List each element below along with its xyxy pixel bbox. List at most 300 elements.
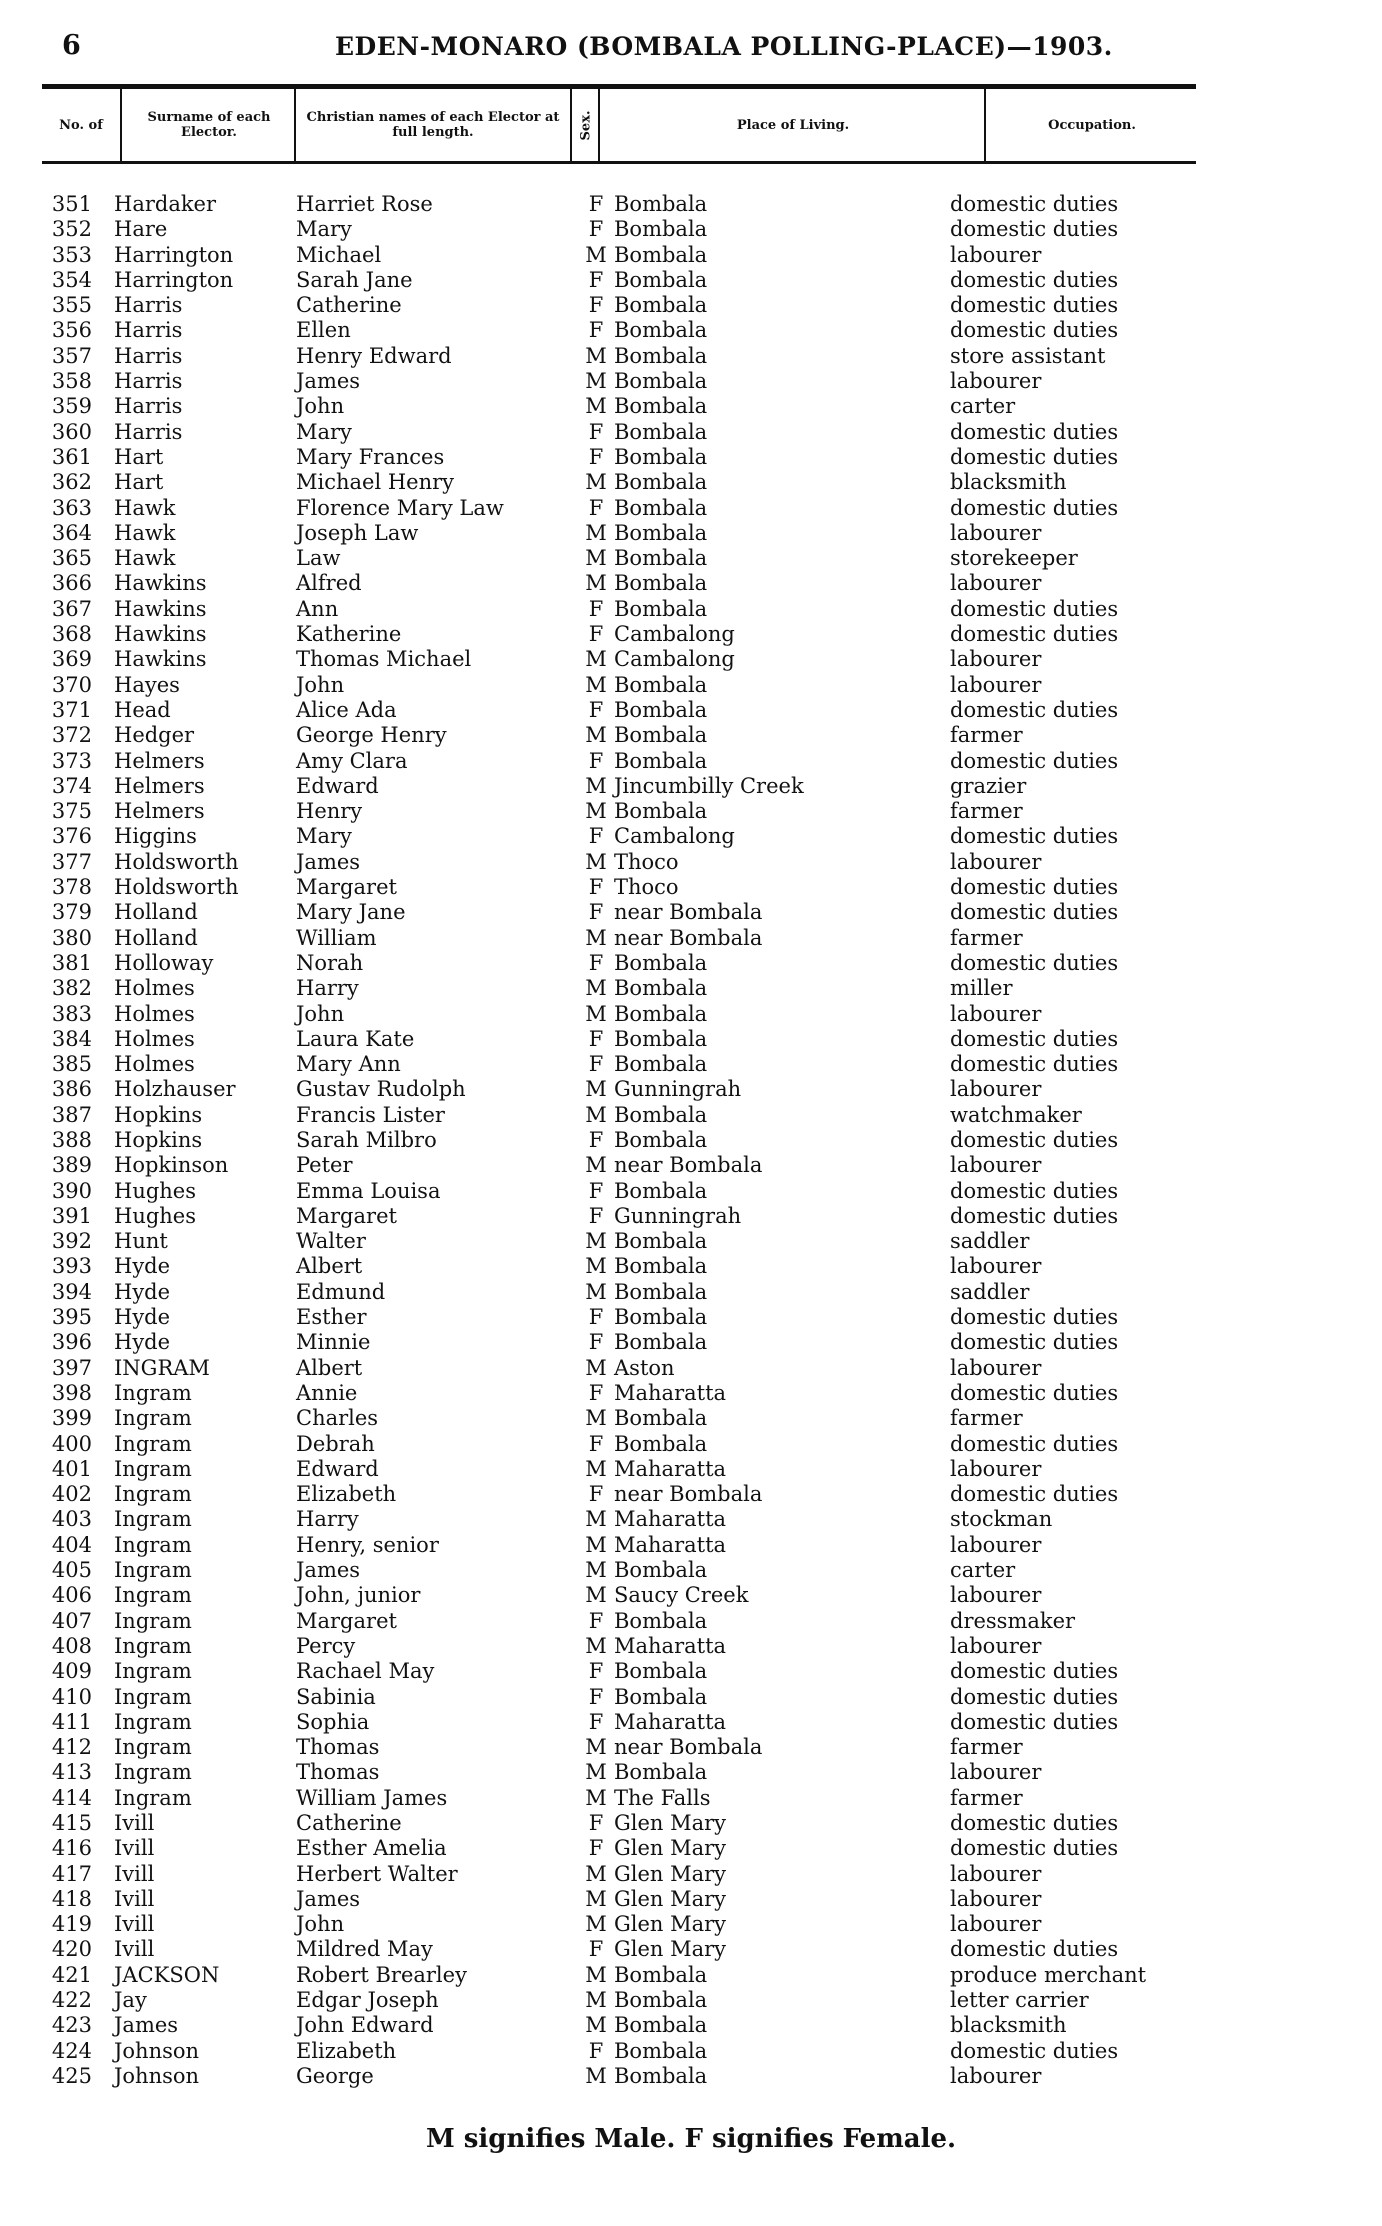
elector-surname: Hopkins <box>114 1127 203 1152</box>
elector-place-of-living: Bombala <box>614 723 708 748</box>
elector-christian-names: Esther <box>296 1305 367 1330</box>
elector-sex: M <box>585 470 607 495</box>
elector-sex: M <box>585 799 607 824</box>
elector-sex: M <box>585 571 607 596</box>
elector-number: 354 <box>51 267 92 292</box>
elector-number: 404 <box>51 1532 92 1557</box>
elector-occupation: labourer <box>950 1912 1042 1937</box>
elector-place-of-living: Bombala <box>614 419 708 444</box>
elector-sex: M <box>585 1760 607 1785</box>
elector-place-of-living: Maharatta <box>614 1532 727 1557</box>
elector-occupation: domestic duties <box>950 1684 1119 1709</box>
elector-occupation: farmer <box>950 723 1023 748</box>
elector-occupation: carter <box>950 1558 1016 1583</box>
elector-number: 396 <box>51 1330 92 1355</box>
table-row <box>0 1963 1382 1988</box>
elector-occupation: farmer <box>950 1735 1023 1760</box>
elector-sex: M <box>585 1229 607 1254</box>
elector-surname: Hyde <box>114 1254 171 1279</box>
elector-place-of-living: Bombala <box>614 1330 708 1355</box>
elector-surname: Harrington <box>114 267 234 292</box>
elector-number: 390 <box>51 1178 92 1203</box>
elector-christian-names: Thomas <box>296 1735 380 1760</box>
elector-occupation: domestic duties <box>950 1052 1119 1077</box>
elector-sex: F <box>588 1709 604 1734</box>
elector-number: 386 <box>51 1077 92 1102</box>
elector-surname: Ingram <box>114 1735 192 1760</box>
elector-number: 424 <box>51 2038 92 2063</box>
elector-occupation: domestic duties <box>950 217 1119 242</box>
elector-occupation: domestic duties <box>950 824 1119 849</box>
elector-number: 393 <box>51 1254 92 1279</box>
table-row <box>0 824 1382 849</box>
elector-sex: M <box>585 1988 607 2013</box>
table-row <box>0 1002 1382 1027</box>
elector-surname: Hawkins <box>114 571 207 596</box>
elector-sex: F <box>588 1127 604 1152</box>
elector-christian-names: Sabinia <box>296 1684 376 1709</box>
table-row <box>0 951 1382 976</box>
elector-surname: Helmers <box>114 773 205 798</box>
elector-surname: Holdsworth <box>114 875 239 900</box>
elector-number: 374 <box>51 773 92 798</box>
elector-occupation: farmer <box>950 1785 1023 1810</box>
elector-place-of-living: Bombala <box>614 596 708 621</box>
elector-sex: F <box>588 444 604 469</box>
elector-surname: Harris <box>114 293 183 318</box>
elector-place-of-living: Thoco <box>614 849 679 874</box>
elector-occupation: domestic duties <box>950 596 1119 621</box>
elector-number: 381 <box>51 950 92 975</box>
elector-sex: F <box>588 697 604 722</box>
elector-surname: Hawk <box>114 520 176 545</box>
table-row <box>0 1305 1382 1330</box>
elector-christian-names: Henry, senior <box>296 1532 439 1557</box>
elector-christian-names: Esther Amelia <box>296 1836 447 1861</box>
elector-occupation: labourer <box>950 1633 1042 1658</box>
elector-christian-names: Amy Clara <box>296 748 408 773</box>
elector-occupation: domestic duties <box>950 1811 1119 1835</box>
elector-christian-names: John <box>296 672 345 697</box>
elector-christian-names: Annie <box>296 1380 358 1405</box>
elector-sex: M <box>585 1102 607 1127</box>
elector-place-of-living: Cambalong <box>614 622 735 647</box>
table-row <box>0 1760 1382 1785</box>
elector-occupation: domestic duties <box>950 293 1119 318</box>
elector-christian-names: Gustav Rudolph <box>296 1077 466 1102</box>
elector-occupation: domestic duties <box>950 1937 1119 1962</box>
table-row <box>0 926 1382 951</box>
table-row <box>0 1507 1382 1532</box>
elector-occupation: domestic duties <box>950 1178 1119 1203</box>
elector-number: 419 <box>51 1912 92 1937</box>
elector-christian-names: Laura Kate <box>296 1026 415 1051</box>
table-row <box>0 850 1382 875</box>
elector-surname: Harris <box>114 369 183 394</box>
elector-number: 380 <box>51 925 92 950</box>
elector-christian-names: Harriet Rose <box>296 192 433 216</box>
elector-sex: F <box>588 2038 604 2063</box>
elector-christian-names: John <box>296 1912 345 1937</box>
elector-place-of-living: Glen Mary <box>614 1861 727 1886</box>
elector-christian-names: James <box>296 1558 361 1583</box>
elector-number: 417 <box>51 1861 92 1886</box>
elector-christian-names: Catherine <box>296 293 402 318</box>
elector-surname: Johnson <box>114 2038 200 2063</box>
elector-place-of-living: Bombala <box>614 1001 708 1026</box>
elector-number: 405 <box>51 1558 92 1583</box>
table-row <box>0 1583 1382 1608</box>
elector-surname: Jay <box>114 1988 147 2013</box>
table-row <box>0 673 1382 698</box>
table-row <box>0 344 1382 369</box>
elector-christian-names: Thomas Michael <box>296 647 472 672</box>
elector-surname: Ingram <box>114 1709 192 1734</box>
elector-sex: F <box>588 824 604 849</box>
elector-christian-names: Margaret <box>296 1608 397 1633</box>
elector-occupation: domestic duties <box>950 697 1119 722</box>
elector-surname: Hawk <box>114 495 176 520</box>
elector-place-of-living: Bombala <box>614 1229 708 1254</box>
table-row <box>0 2039 1382 2064</box>
elector-number: 373 <box>51 748 92 773</box>
elector-number: 365 <box>51 546 92 571</box>
elector-occupation: domestic duties <box>950 1659 1119 1684</box>
table-row <box>0 1988 1382 2013</box>
elector-place-of-living: Bombala <box>614 369 708 394</box>
table-row <box>0 976 1382 1001</box>
elector-surname: Ingram <box>114 1760 192 1785</box>
elector-occupation: labourer <box>950 647 1042 672</box>
elector-surname: Hyde <box>114 1305 171 1330</box>
elector-occupation: labourer <box>950 242 1042 267</box>
elector-christian-names: Edward <box>296 773 379 798</box>
elector-surname: Ingram <box>114 1507 192 1532</box>
elector-occupation: domestic duties <box>950 1305 1119 1330</box>
elector-place-of-living: Jincumbilly Creek <box>614 773 804 798</box>
elector-christian-names: Sophia <box>296 1709 370 1734</box>
table-row <box>0 1862 1382 1887</box>
elector-sex: F <box>588 1659 604 1684</box>
elector-place-of-living: The Falls <box>614 1785 711 1810</box>
table-row <box>0 1204 1382 1229</box>
elector-surname: Hopkins <box>114 1102 203 1127</box>
elector-place-of-living: Bombala <box>614 1052 708 1077</box>
table-row <box>0 571 1382 596</box>
elector-occupation: farmer <box>950 925 1023 950</box>
header-sex-label: Sex. <box>578 110 594 140</box>
elector-place-of-living: Glen Mary <box>614 1811 727 1835</box>
elector-sex: M <box>585 1633 607 1658</box>
elector-occupation: domestic duties <box>950 192 1119 216</box>
elector-surname: Ingram <box>114 1558 192 1583</box>
elector-number: 397 <box>51 1355 92 1380</box>
elector-surname: Ingram <box>114 1482 192 1507</box>
elector-place-of-living: Cambalong <box>614 824 735 849</box>
elector-christian-names: John, junior <box>296 1583 421 1608</box>
elector-number: 377 <box>51 849 92 874</box>
table-row <box>0 698 1382 723</box>
elector-occupation: storekeeper <box>950 546 1078 571</box>
elector-surname: Hedger <box>114 723 195 748</box>
elector-christian-names: Henry Edward <box>296 343 452 368</box>
elector-surname: JACKSON <box>114 1962 220 1987</box>
elector-occupation: labourer <box>950 1760 1042 1785</box>
elector-surname: Holdsworth <box>114 849 239 874</box>
elector-christian-names: John <box>296 394 345 419</box>
table-row <box>0 521 1382 546</box>
elector-occupation: domestic duties <box>950 1709 1119 1734</box>
elector-place-of-living: Bombala <box>614 242 708 267</box>
elector-occupation: watchmaker <box>950 1102 1082 1127</box>
elector-christian-names: Francis Lister <box>296 1102 445 1127</box>
elector-christian-names: Albert <box>296 1355 363 1380</box>
elector-sex: M <box>585 2013 607 2038</box>
elector-place-of-living: Glen Mary <box>614 1912 727 1937</box>
elector-sex: F <box>588 1305 604 1330</box>
elector-occupation: dressmaker <box>950 1608 1076 1633</box>
elector-place-of-living: Maharatta <box>614 1380 727 1405</box>
elector-surname: James <box>114 2013 179 2038</box>
table-row <box>0 1786 1382 1811</box>
elector-sex: F <box>588 900 604 925</box>
elector-place-of-living: Bombala <box>614 748 708 773</box>
elector-surname: Ivill <box>114 1836 155 1861</box>
table-row <box>0 1330 1382 1355</box>
table-row <box>0 1027 1382 1052</box>
elector-occupation: domestic duties <box>950 875 1119 900</box>
elector-occupation: domestic duties <box>950 748 1119 773</box>
elector-occupation: domestic duties <box>950 950 1119 975</box>
elector-surname: Hayes <box>114 672 180 697</box>
elector-surname: Hardaker <box>114 192 217 216</box>
table-row <box>0 1533 1382 1558</box>
elector-place-of-living: Bombala <box>614 571 708 596</box>
elector-sex: F <box>588 1937 604 1962</box>
elector-christian-names: Edgar Joseph <box>296 1988 439 2013</box>
elector-christian-names: Norah <box>296 950 364 975</box>
elector-occupation: labourer <box>950 1532 1042 1557</box>
page-number: 6 <box>62 30 81 61</box>
elector-occupation: stockman <box>950 1507 1053 1532</box>
elector-number: 399 <box>51 1406 92 1431</box>
elector-occupation: domestic duties <box>950 444 1119 469</box>
elector-number: 372 <box>51 723 92 748</box>
elector-sex: M <box>585 1861 607 1886</box>
elector-sex: F <box>588 217 604 242</box>
elector-christian-names: John <box>296 1001 345 1026</box>
elector-occupation: blacksmith <box>950 470 1067 495</box>
elector-christian-names: William <box>296 925 377 950</box>
elector-place-of-living: Bombala <box>614 1406 708 1431</box>
elector-occupation: labourer <box>950 571 1042 596</box>
elector-place-of-living: Glen Mary <box>614 1886 727 1911</box>
elector-occupation: labourer <box>950 1886 1042 1911</box>
elector-sex: M <box>585 546 607 571</box>
elector-place-of-living: Maharatta <box>614 1507 727 1532</box>
elector-occupation: domestic duties <box>950 318 1119 343</box>
elector-place-of-living: Bombala <box>614 1026 708 1051</box>
table-row <box>0 1280 1382 1305</box>
elector-number: 357 <box>51 343 92 368</box>
elector-number: 362 <box>51 470 92 495</box>
elector-number: 353 <box>51 242 92 267</box>
elector-sex: F <box>588 1608 604 1633</box>
elector-number: 368 <box>51 622 92 647</box>
table-row <box>0 900 1382 925</box>
elector-number: 422 <box>51 1988 92 2013</box>
elector-christian-names: Herbert Walter <box>296 1861 458 1886</box>
elector-christian-names: William James <box>296 1785 448 1810</box>
elector-number: 376 <box>51 824 92 849</box>
elector-sex: M <box>585 1785 607 1810</box>
elector-surname: Hyde <box>114 1279 171 1304</box>
elector-occupation: letter carrier <box>950 1988 1089 2013</box>
elector-sex: F <box>588 267 604 292</box>
elector-christian-names: Mary Frances <box>296 444 445 469</box>
elector-number: 356 <box>51 318 92 343</box>
table-row <box>0 496 1382 521</box>
elector-place-of-living: Glen Mary <box>614 1937 727 1962</box>
elector-number: 418 <box>51 1886 92 1911</box>
table-row <box>0 774 1382 799</box>
elector-place-of-living: Gunningrah <box>614 1203 742 1228</box>
header-christian-names: Christian names of each Elector at full length. <box>294 89 570 161</box>
elector-place-of-living: Bombala <box>614 520 708 545</box>
elector-occupation: labourer <box>950 849 1042 874</box>
elector-number: 363 <box>51 495 92 520</box>
elector-place-of-living: near Bombala <box>614 1153 763 1178</box>
elector-occupation: labourer <box>950 1456 1042 1481</box>
elector-occupation: domestic duties <box>950 1127 1119 1152</box>
elector-place-of-living: Bombala <box>614 217 708 242</box>
elector-place-of-living: Aston <box>614 1355 675 1380</box>
elector-sex: M <box>585 925 607 950</box>
table-row <box>0 1077 1382 1102</box>
table-row <box>0 1153 1382 1178</box>
elector-surname: Hawkins <box>114 596 207 621</box>
table-row <box>0 1482 1382 1507</box>
elector-number: 375 <box>51 799 92 824</box>
elector-sex: M <box>585 1406 607 1431</box>
elector-number: 366 <box>51 571 92 596</box>
elector-number: 364 <box>51 520 92 545</box>
elector-number: 384 <box>51 1026 92 1051</box>
elector-surname: Ingram <box>114 1608 192 1633</box>
table-row <box>0 1052 1382 1077</box>
elector-christian-names: Mildred May <box>296 1937 433 1962</box>
elector-number: 425 <box>51 2063 92 2088</box>
elector-occupation: labourer <box>950 369 1042 394</box>
elector-number: 391 <box>51 1203 92 1228</box>
elector-christian-names: John Edward <box>296 2013 434 2038</box>
table-row <box>0 1457 1382 1482</box>
elector-number: 423 <box>51 2013 92 2038</box>
elector-occupation: labourer <box>950 1001 1042 1026</box>
elector-sex: F <box>588 293 604 318</box>
table-row <box>0 1128 1382 1153</box>
elector-occupation: labourer <box>950 1583 1042 1608</box>
elector-place-of-living: Bombala <box>614 1558 708 1583</box>
table-row <box>0 318 1382 343</box>
elector-place-of-living: Bombala <box>614 343 708 368</box>
elector-sex: M <box>585 1254 607 1279</box>
elector-sex: F <box>588 192 604 216</box>
elector-number: 358 <box>51 369 92 394</box>
elector-number: 408 <box>51 1633 92 1658</box>
elector-occupation: domestic duties <box>950 419 1119 444</box>
elector-surname: Hughes <box>114 1203 197 1228</box>
table-row <box>0 1735 1382 1760</box>
elector-christian-names: Minnie <box>296 1330 371 1355</box>
header-number: No. of <box>59 117 103 133</box>
elector-christian-names: Thomas <box>296 1760 380 1785</box>
elector-christian-names: Emma Louisa <box>296 1178 441 1203</box>
elector-place-of-living: Bombala <box>614 1279 708 1304</box>
elector-surname: Ingram <box>114 1659 192 1684</box>
elector-place-of-living: Bombala <box>614 1608 708 1633</box>
elector-number: 398 <box>51 1380 92 1405</box>
elector-sex: F <box>588 1482 604 1507</box>
elector-surname: Ingram <box>114 1785 192 1810</box>
elector-surname: Holmes <box>114 1026 195 1051</box>
elector-number: 409 <box>51 1659 92 1684</box>
elector-place-of-living: Bombala <box>614 1102 708 1127</box>
elector-place-of-living: Bombala <box>614 192 708 216</box>
elector-surname: Holmes <box>114 1052 195 1077</box>
elector-sex: M <box>585 976 607 1001</box>
elector-sex: F <box>588 1203 604 1228</box>
elector-sex: M <box>585 242 607 267</box>
elector-christian-names: Michael Henry <box>296 470 455 495</box>
elector-number: 411 <box>51 1709 92 1734</box>
elector-occupation: domestic duties <box>950 622 1119 647</box>
elector-christian-names: Margaret <box>296 1203 397 1228</box>
elector-place-of-living: Maharatta <box>614 1456 727 1481</box>
elector-place-of-living: Bombala <box>614 394 708 419</box>
elector-sex: M <box>585 369 607 394</box>
elector-surname: Helmers <box>114 748 205 773</box>
elector-surname: Johnson <box>114 2063 200 2088</box>
elector-place-of-living: near Bombala <box>614 1735 763 1760</box>
elector-surname: Harris <box>114 343 183 368</box>
elector-christian-names: Mary <box>296 824 352 849</box>
elector-sex: M <box>585 1532 607 1557</box>
elector-christian-names: Alfred <box>296 571 362 596</box>
elector-surname: Ingram <box>114 1380 192 1405</box>
elector-surname: Higgins <box>114 824 197 849</box>
column-header-row <box>42 84 1196 164</box>
elector-surname: Hawkins <box>114 622 207 647</box>
elector-christian-names: Sarah Jane <box>296 267 413 292</box>
table-row <box>0 1103 1382 1128</box>
elector-place-of-living: Bombala <box>614 495 708 520</box>
elector-surname: Hyde <box>114 1330 171 1355</box>
table-row <box>0 470 1382 495</box>
elector-christian-names: Florence Mary Law <box>296 495 504 520</box>
elector-sex: F <box>588 495 604 520</box>
elector-sex: M <box>585 1355 607 1380</box>
elector-christian-names: James <box>296 849 361 874</box>
elector-sex: M <box>585 672 607 697</box>
elector-number: 416 <box>51 1836 92 1861</box>
elector-place-of-living: Bombala <box>614 1962 708 1987</box>
elector-place-of-living: near Bombala <box>614 1482 763 1507</box>
elector-sex: M <box>585 1735 607 1760</box>
elector-place-of-living: Maharatta <box>614 1633 727 1658</box>
elector-surname: Ivill <box>114 1937 155 1962</box>
elector-christian-names: Percy <box>296 1633 356 1658</box>
